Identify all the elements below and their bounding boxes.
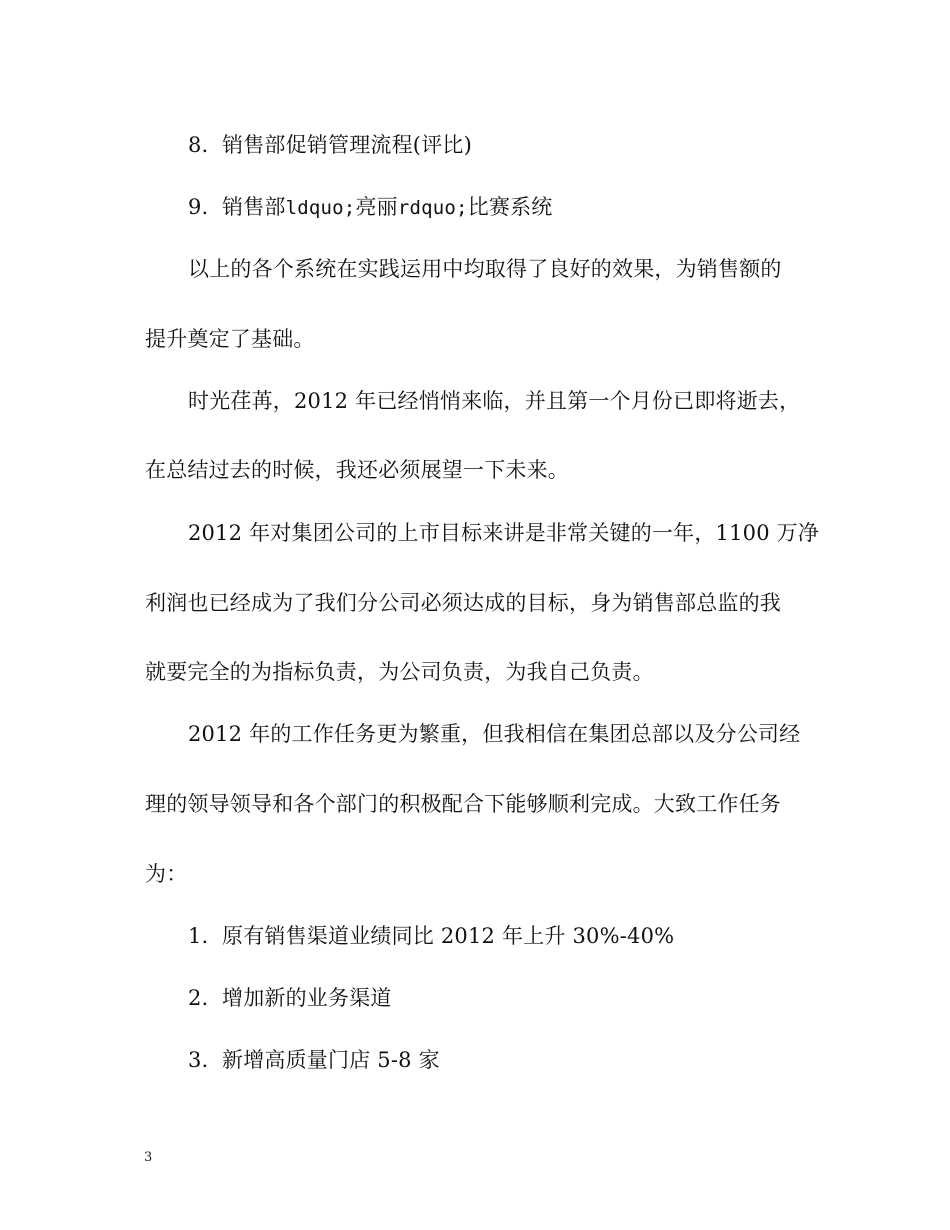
paragraph-line: 就要完全的为指标负责，为公司负责，为我自己负责。 xyxy=(145,660,654,684)
list-item-number: 3. xyxy=(188,1048,209,1072)
paragraph-line: 在总结过去的时候，我还必须展望一下未来。 xyxy=(145,458,569,482)
list-item-number: 9. xyxy=(188,195,209,219)
paragraph-line: 2012 年的工作任务更为繁重，但我相信在集团总部以及分公司经 xyxy=(188,722,801,746)
list-item-text: 销售部促销管理流程(评比) xyxy=(222,133,472,157)
list-item xyxy=(188,983,392,1013)
page-number: 3 xyxy=(144,1150,153,1165)
list-item-text: 比赛系统 xyxy=(467,195,553,219)
paragraph-line: 2012 年对集团公司的上市目标来讲是非常关键的一年，1100 万净 xyxy=(188,521,820,545)
list-item xyxy=(188,921,674,951)
list-item-text: 增加新的业务渠道 xyxy=(222,986,392,1010)
list-item-text: 亮丽 xyxy=(355,195,398,219)
list-item-number: 1. xyxy=(188,924,209,948)
list-item-text: 销售部 xyxy=(222,195,286,219)
paragraph-line: 利润也已经成为了我们分公司必须达成的目标，身为销售部总监的我 xyxy=(145,591,781,615)
list-item-text: 原有销售渠道业绩同比 2012 年上升 30%-40% xyxy=(222,924,675,948)
paragraph-line: 为： xyxy=(145,862,188,886)
paragraph-line: 以上的各个系统在实践运用中均取得了良好的效果，为销售额的 xyxy=(188,257,782,281)
list-item xyxy=(188,130,472,160)
paragraph-line: 时光荏苒，2012 年已经悄悄来临，并且第一个月份已即将逝去， xyxy=(188,389,801,413)
paragraph-line: 提升奠定了基础。 xyxy=(145,327,315,351)
list-item-number: 2. xyxy=(188,986,209,1010)
paragraph-line: 理的领导领导和各个部门的积极配合下能够顺利完成。大致工作任务 xyxy=(145,792,781,816)
list-item-text: rdquo; xyxy=(397,197,468,219)
list-item-number: 8. xyxy=(188,133,209,157)
list-item-text: ldquo; xyxy=(285,197,356,219)
list-item-text: 新增高质量门店 5-8 家 xyxy=(222,1048,440,1072)
list-item xyxy=(188,192,553,223)
list-item xyxy=(188,1045,440,1075)
